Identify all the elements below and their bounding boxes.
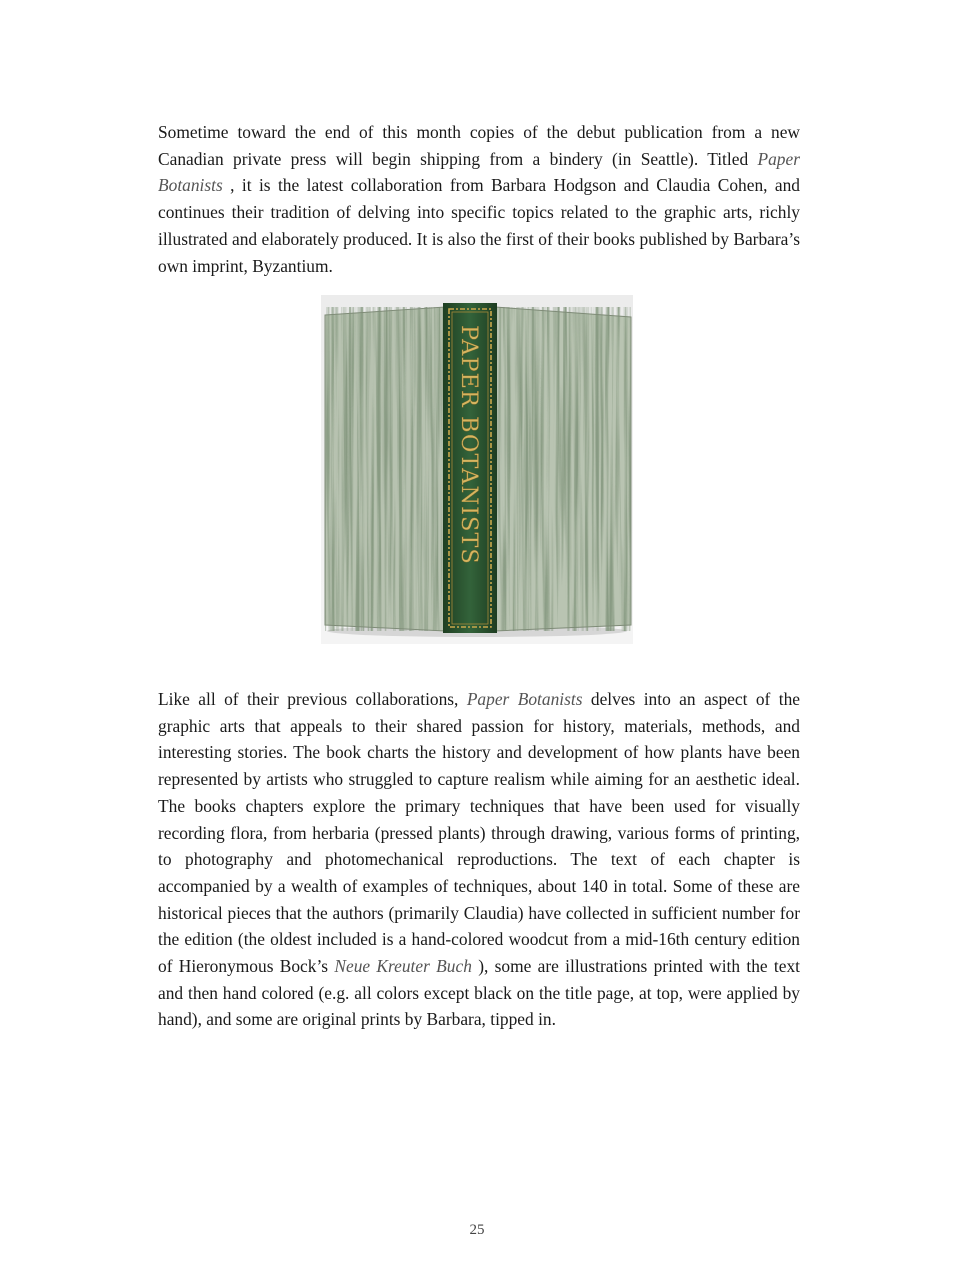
book-left-board [325, 307, 445, 631]
body-text-part-3: ), some are illustrations printed with the text and then hand colored (e.g. all colors except black on the title page, at top, were applied by hand), and some are original prints by Barbara, tipped in. [158, 956, 801, 1030]
spine-title: PAPER BOTANISTS [456, 325, 482, 565]
body-paragraph [158, 686, 800, 1033]
intro-text-part-2: , it is the latest collaboration from Barbara Hodgson and Claudia Cohen, and continues their tradition of delving into specific topics related to the graphic arts, richly illustrated and elaborately produced. It is also the first of their books published by Barbara’s own imprint, Byzantium. [158, 175, 800, 276]
intro-text-part-1: Sometime toward the end of this month copies of the debut publication from a new Canadian private press will begin shipping from a bindery (in Seattle). Titled [158, 122, 800, 169]
intro-paragraph [158, 119, 800, 279]
body-text-part-1: Like all of their previous collaborations, [158, 689, 467, 709]
book-spine-photo [321, 295, 633, 644]
historic-book-title-italic: Neue Kreuter Buch [334, 956, 472, 977]
body-text-part-2: delves into an aspect of the graphic arts that appeals to their shared passion for history, materials, methods, and interesting stories. The book charts the history and development of how plants have been represented by artists who struggled to capture realism while aiming for an aesthetic ideal. The books chapters explore the primary techniques that have been used for visually recording flora, from herbaria (pressed plants) through drawing, various forms of printing, to photography and photomechanical reproductions. The text of each chapter is accompanied by a wealth of examples of techniques, about 140 in total. Some of these are historical pieces that the authors (primarily Claudia) have collected in sufficient number for the edition (the oldest included is a hand-colored woodcut from a mid-16th century edition of Hieronymous Bock’s [158, 689, 800, 977]
book-right-board [495, 307, 631, 631]
book-title-italic: Paper Botanists [158, 148, 800, 196]
book-title-italic-2: Paper Botanists [466, 689, 583, 709]
page-number: 25 [469, 1222, 485, 1238]
